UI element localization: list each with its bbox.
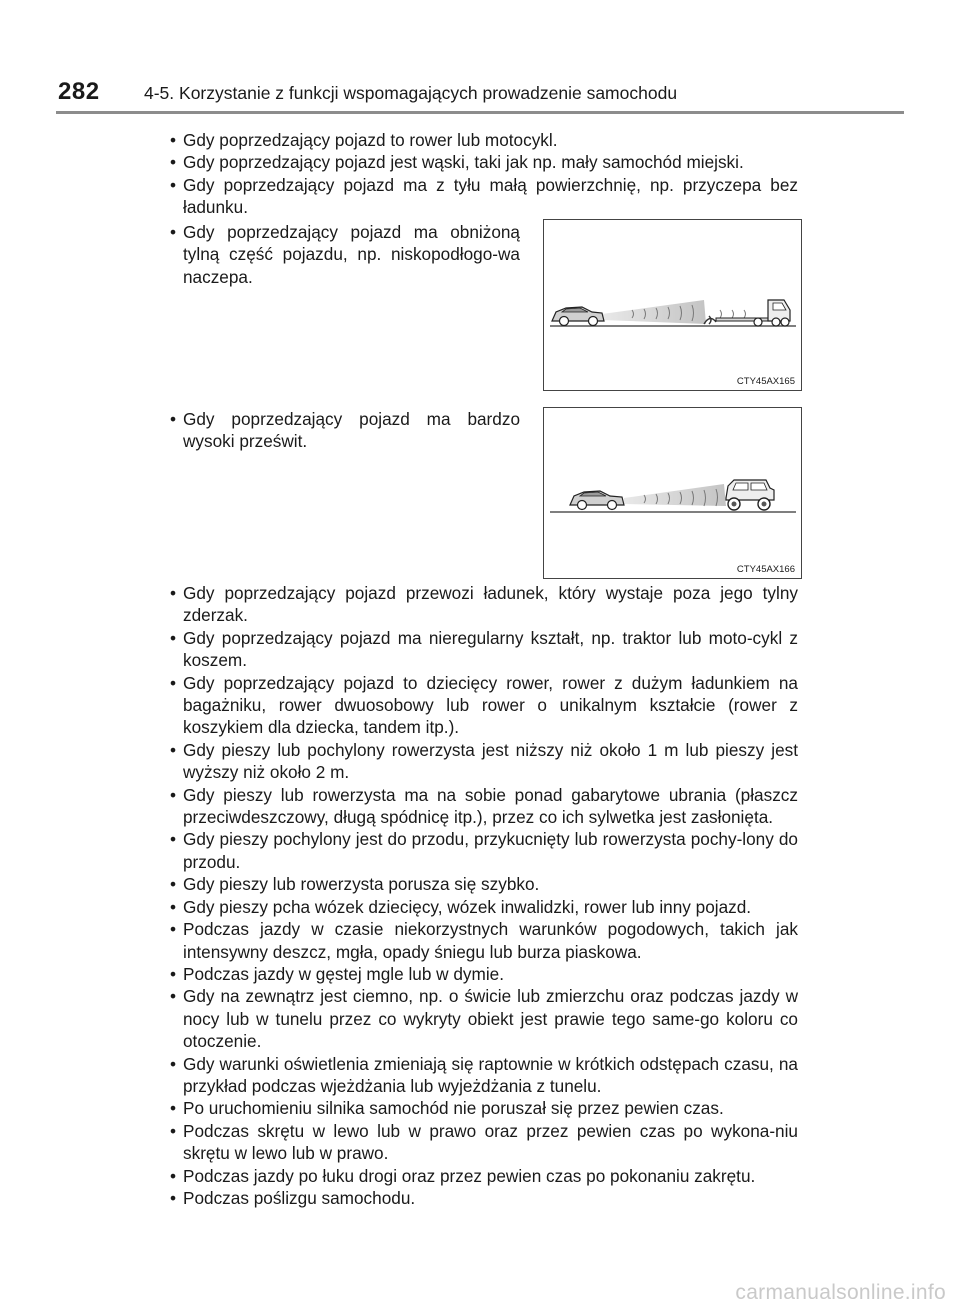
list-item: • Gdy pieszy lub pochylony rowerzysta jest niższy niż około 1 m lub pieszy jest wyższy niż około 2 m.: [170, 739, 798, 784]
list-item: • Gdy pieszy lub rowerzysta porusza się szybko.: [170, 873, 798, 895]
header-rule: [56, 111, 904, 114]
bullet-list-d: [170, 582, 798, 1209]
list-item: • Gdy poprzedzający pojazd ma nieregularny kształt, np. traktor lub moto-cykl z koszem.: [170, 627, 798, 672]
figure-code: CTY45AX166: [736, 564, 795, 575]
bullet-list-a: [170, 129, 798, 219]
figure-lowbed-trailer: [543, 219, 802, 391]
illustration-car-and-truck: [544, 220, 801, 390]
list-item: • Po uruchomieniu silnika samochód nie poruszał się przez pewien czas.: [170, 1097, 798, 1119]
list-item: • Gdy poprzedzający pojazd ma obniżoną tylną część pojazdu, np. niskopodłogo-wa naczepa.: [170, 221, 520, 288]
list-item: • Gdy poprzedzający pojazd ma z tyłu małą powierzchnię, np. przyczepa bez ładunku.: [170, 174, 798, 219]
list-item: • Gdy poprzedzający pojazd to rower lub motocykl.: [170, 129, 798, 151]
illustration-car-and-suv: [544, 408, 801, 578]
list-item: • Podczas jazdy w czasie niekorzystnych warunków pogodowych, takich jak intensywny deszcz, mgła, opady śniegu lub burza piaskowa.: [170, 918, 798, 963]
list-item: • Gdy pieszy pochylony jest do przodu, przykucnięty lub rowerzysta pochy-lony do przodu.: [170, 828, 798, 873]
bullet-list-b: [170, 221, 520, 288]
list-item: • Gdy poprzedzający pojazd przewozi ładunek, który wystaje poza jego tylny zderzak.: [170, 582, 798, 627]
page-number: 282: [58, 78, 100, 105]
list-item: • Gdy poprzedzający pojazd jest wąski, taki jak np. mały samochód miejski.: [170, 151, 798, 173]
list-item: • Gdy warunki oświetlenia zmieniają się raptownie w krótkich odstępach czasu, na przykład podczas wjeżdżania lub wyjeżdżania z tunelu.: [170, 1053, 798, 1098]
list-item: • Podczas skrętu w lewo lub w prawo oraz przez pewien czas po wykona-niu skrętu w lewo lub w prawo.: [170, 1120, 798, 1165]
list-item: • Gdy pieszy lub rowerzysta ma na sobie ponad gabarytowe ubrania (płaszcz przeciwdeszczowy, długą spódnicę itp.), przez co ich sylwetka jest zasłonięta.: [170, 784, 798, 829]
section-title: 4-5. Korzystanie z funkcji wspomagających prowadzenie samochodu: [144, 83, 678, 103]
list-item: • Podczas jazdy po łuku drogi oraz przez pewien czas po pokonaniu zakrętu.: [170, 1165, 798, 1187]
bullet-list-c: [170, 408, 520, 453]
figure-code: CTY45AX165: [736, 376, 795, 387]
list-item: • Podczas jazdy w gęstej mgle lub w dymie.: [170, 963, 798, 985]
list-item: • Gdy pieszy pcha wózek dziecięcy, wózek inwalidzki, rower lub inny pojazd.: [170, 896, 798, 918]
list-item: • Gdy poprzedzający pojazd to dziecięcy rower, rower z dużym ładunkiem na bagażniku, rower dwuosobowy lub rower o unikalnym kształcie (rower z koszykiem dla dziecka, tandem itp.).: [170, 672, 798, 739]
list-item: • Gdy na zewnątrz jest ciemno, np. o świcie lub zmierzchu oraz podczas jazdy w nocy lub w tunelu przez co wykryty obiekt jest prawie tego same-go koloru co otoczenie.: [170, 985, 798, 1052]
list-item: • Gdy poprzedzający pojazd ma bardzo wysoki prześwit.: [170, 408, 520, 453]
watermark: carmanualsonline.info: [735, 1281, 946, 1304]
figure-high-clearance: [543, 407, 802, 579]
list-item: • Podczas poślizgu samochodu.: [170, 1187, 798, 1209]
